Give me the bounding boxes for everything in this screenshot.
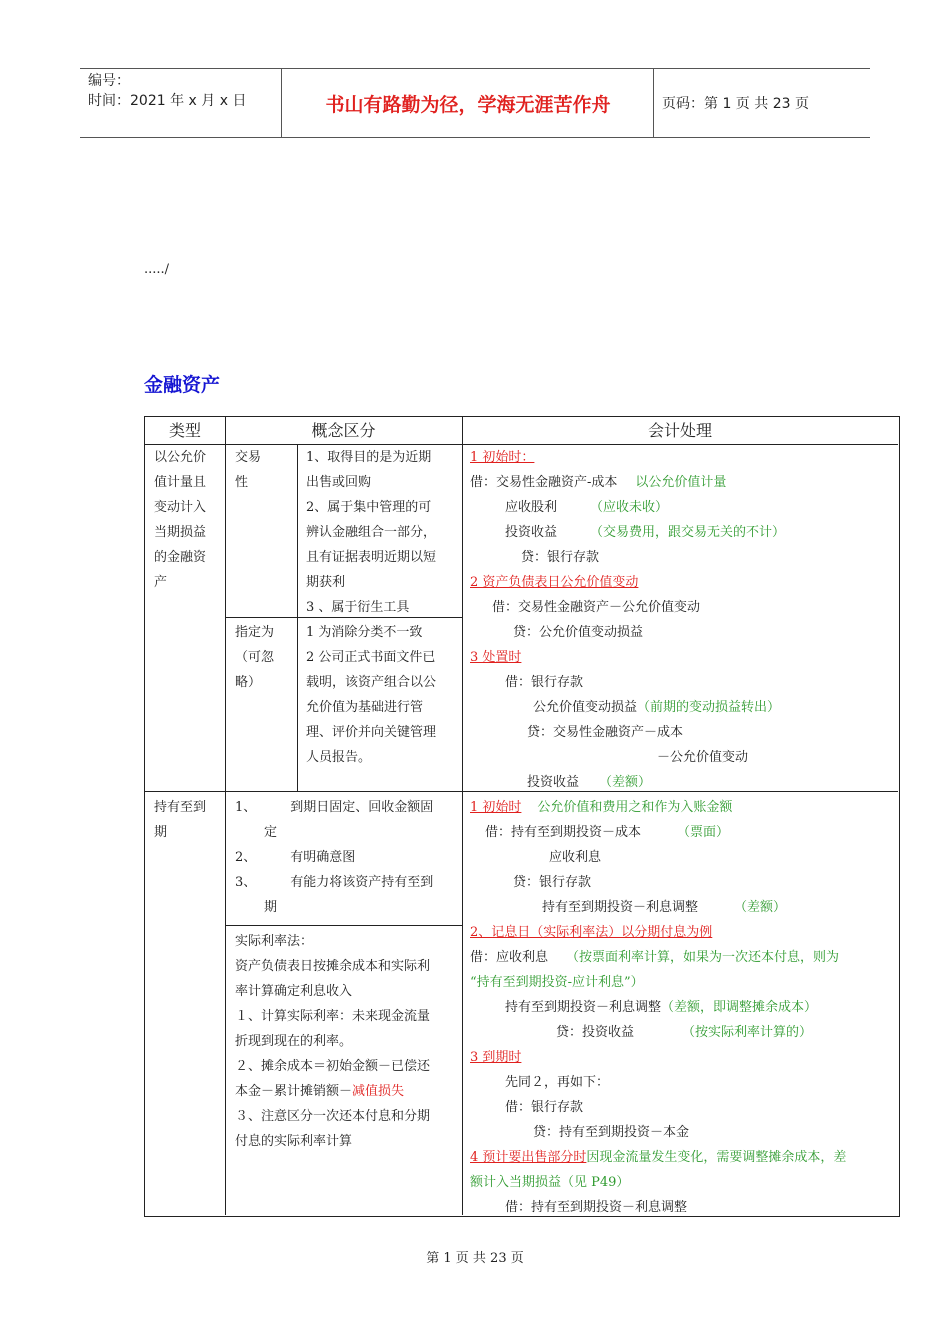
header-type: 类型	[168, 421, 201, 440]
grid-line	[297, 617, 298, 791]
date-label: 时间：2021 年 x 月 x 日	[88, 93, 247, 109]
type-line: 值计量且	[154, 475, 207, 490]
rate-line: ２、摊余成本＝初始金额－已偿还	[235, 1059, 431, 1074]
type-line: 变动计入	[154, 500, 207, 515]
note: 因现金流量发生变化，需要调整摊余成本，差	[586, 1150, 847, 1165]
entry: 贷：公允价值变动损益	[513, 625, 644, 640]
note: （交易费用，跟交易无关的不计）	[590, 525, 786, 540]
desc-line: 3 、属于衍生工具	[306, 600, 410, 615]
entry: 借：持有至到期投资－利息调整	[505, 1200, 688, 1215]
note: “持有至到期投资-应计利息”）	[470, 975, 644, 990]
type-htm	[154, 795, 224, 845]
label-line: （可忽	[235, 650, 275, 665]
note: 公允价值和费用之和作为入账金额	[537, 800, 733, 815]
type-fvtpl	[154, 445, 224, 595]
entry: 借：银行存款	[505, 1100, 584, 1115]
designated-description	[306, 620, 462, 770]
rate-line: 付息的实际利率计算	[235, 1134, 353, 1149]
note: （按票面利率计算，如果为一次还本付息，则为	[566, 950, 840, 965]
note: （差额）	[734, 900, 787, 915]
grid-line	[225, 925, 462, 926]
step-balance-sheet: 2 资产负债表日公允价值变动	[470, 575, 639, 590]
dots-text: ...../	[144, 262, 170, 277]
grid-line	[225, 417, 226, 1215]
rate-line: 折现到现在的利率。	[235, 1034, 353, 1049]
entry: 借：应收利息	[470, 950, 549, 965]
note: 额计入当期损益（见 P49）	[470, 1175, 630, 1190]
step-maturity: 3 到期时	[470, 1050, 522, 1065]
desc-line: 出售或回购	[306, 475, 372, 490]
type-line: 以公允价	[154, 450, 207, 465]
header-concept: 概念区分	[311, 421, 376, 440]
desc-line: 允价值为基础进行管	[306, 700, 424, 715]
entry: 借：银行存款	[505, 675, 584, 690]
htm-effective-rate	[235, 929, 459, 1154]
entry: 持有至到期投资－利息调整	[542, 900, 699, 915]
desc-line: 辨认金融组合一部分，	[306, 525, 437, 540]
step-initial: 1 初始时	[470, 800, 522, 815]
type-line: 产	[154, 575, 168, 590]
label-line: 略）	[235, 675, 262, 690]
grid-line	[462, 417, 463, 1215]
desc-line: 1、取得目的是为近期	[306, 450, 432, 465]
label-line: 性	[235, 475, 249, 490]
trading-description	[306, 445, 462, 620]
desc-line: 2 公司正式书面文件已	[306, 650, 436, 665]
step-disposal: 3 处置时	[470, 650, 522, 665]
fvtpl-accounting	[470, 445, 898, 795]
number-label: 编号：	[88, 73, 130, 89]
cond-num: 2、	[235, 850, 257, 865]
entry: 投资收益	[527, 775, 580, 790]
rate-line: 本金－累计摊销额－	[235, 1084, 353, 1099]
desc-line: 人员报告。	[306, 750, 372, 765]
desc-line: 载明，该资产组合以公	[306, 675, 437, 690]
htm-conditions	[235, 795, 459, 920]
header-meta	[80, 69, 282, 137]
header-page-info	[662, 69, 870, 137]
impairment-loss: 减值损失	[352, 1084, 405, 1099]
rate-line: 率计算确定利息收入	[235, 984, 353, 999]
entry: 应收利息	[549, 850, 602, 865]
note: （按实际利率计算的）	[682, 1025, 813, 1040]
entry: 贷：交易性金融资产－成本	[527, 725, 684, 740]
rate-line: 资产负债表日按摊余成本和实际利	[235, 959, 431, 974]
cond-text: 有能力将该资产持有至到	[290, 875, 434, 890]
page-header	[80, 68, 870, 138]
step-expected-sale: 4 预计要出售部分时	[470, 1150, 587, 1165]
note: （前期的变动损益转出）	[637, 700, 781, 715]
desc-line: 理、评价并向关键管理	[306, 725, 437, 740]
entry: 借：交易性金融资产-成本	[470, 475, 618, 490]
step-interest-date: 2、记息日（实际利率法）以分期付息为例	[470, 925, 713, 940]
type-line: 的金融资	[154, 550, 207, 565]
desc-line: 2、属于集中管理的可	[306, 500, 432, 515]
note: （差额，即调整摊余成本）	[661, 1000, 818, 1015]
htm-accounting	[470, 795, 898, 1220]
note: （票面）	[677, 825, 730, 840]
trading-label	[235, 445, 295, 495]
page-footer: 第 1 页 共 23 页	[426, 1251, 524, 1266]
entry: 贷：持有至到期投资－本金	[533, 1125, 690, 1140]
cond-text: 定	[264, 825, 278, 840]
note: （应收未收）	[590, 500, 669, 515]
rate-line: ３、注意区分一次还本付息和分期	[235, 1109, 431, 1124]
section-title: 金融资产	[144, 374, 221, 396]
desc-line: 期获利	[306, 575, 346, 590]
note: 以公允价值计量	[635, 475, 727, 490]
label-line: 交易	[235, 450, 262, 465]
cond-num: 3、	[235, 875, 257, 890]
designated-label	[235, 620, 295, 695]
entry: 公允价值变动损益	[533, 700, 638, 715]
entry: 应收股利	[505, 500, 558, 515]
rate-line: １、计算实际利率：未来现金流量	[235, 1009, 431, 1024]
cond-num: 1、	[235, 800, 257, 815]
entry: 借：交易性金融资产－公允价值变动	[492, 600, 701, 615]
entry: 贷：银行存款	[513, 875, 592, 890]
type-line: 持有至到	[154, 800, 207, 815]
cond-text: 期	[264, 900, 278, 915]
entry: 投资收益	[505, 525, 558, 540]
header-accounting: 会计处理	[647, 421, 712, 440]
entry: 借：持有至到期投资－成本	[485, 825, 642, 840]
step-initial: 1 初始时：	[470, 450, 535, 465]
financial-assets-table	[144, 416, 900, 1217]
header-motto: 书山有路勤为径，学海无涯苦作舟	[283, 69, 654, 137]
cond-text: 有明确意图	[290, 850, 356, 865]
type-line: 期	[154, 825, 168, 840]
label-line: 指定为	[235, 625, 275, 640]
entry: 持有至到期投资－利息调整	[505, 1000, 662, 1015]
entry: 贷：银行存款	[521, 550, 600, 565]
cond-text: 到期日固定、回收金额固	[290, 800, 434, 815]
desc-line: 且有证据表明近期以短	[306, 550, 437, 565]
grid-line	[297, 444, 298, 618]
entry: 贷：投资收益	[556, 1025, 635, 1040]
entry: 先同２，再如下：	[505, 1075, 610, 1090]
page-info: 页码：第 1 页 共 23 页	[662, 96, 809, 112]
desc-line: 1 为消除分类不一致	[306, 625, 423, 640]
type-line: 当期损益	[154, 525, 207, 540]
entry: －公允价值变动	[657, 750, 749, 765]
note: （差额）	[599, 775, 652, 790]
rate-line: 实际利率法：	[235, 934, 314, 949]
